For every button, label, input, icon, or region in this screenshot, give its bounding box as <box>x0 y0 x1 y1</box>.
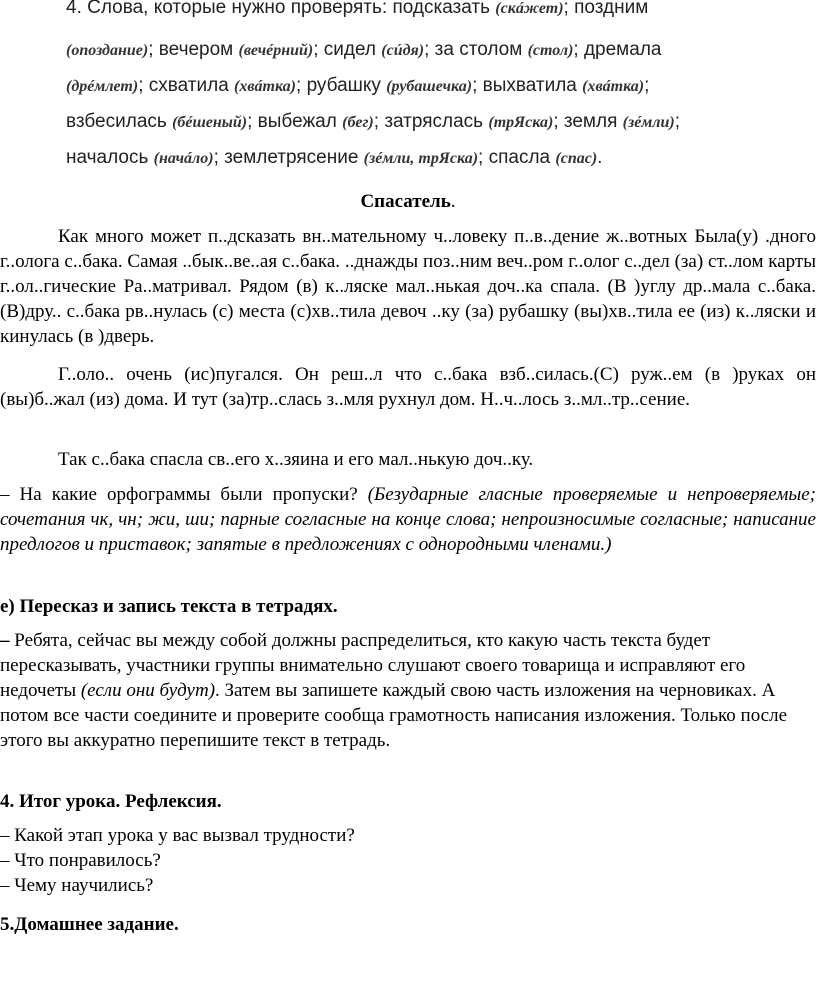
scan-hint: (зéмли, трЯска) <box>363 150 479 167</box>
section-heading-homework: 5.Домашнее задание. <box>0 914 179 935</box>
spelling-question <box>0 482 816 557</box>
story-title-dot: . <box>450 191 456 212</box>
scan-text: ; рубашку <box>296 75 381 96</box>
paragraph-text: Ребята, сейчас вы между собой должны распределиться, кто какую часть текста будет пересказывать, участники группы внимательно слушают своего товарища и исправляют его недочеты <box>0 630 746 701</box>
story-paragraph-1 <box>0 224 816 349</box>
scan-hint: (сúдя) <box>381 42 425 59</box>
scan-hint: (вечéрний) <box>238 42 314 59</box>
scan-hint: (хвáтка) <box>234 78 297 95</box>
question-text: – На какие орфограммы были пропуски? <box>0 484 358 505</box>
scan-line-5 <box>66 140 706 176</box>
scan-text: ; схватила <box>138 75 229 96</box>
scan-hint: (хвáтка) <box>582 78 645 95</box>
scan-text: ; <box>644 75 650 96</box>
scan-hint: (рубашечка) <box>386 78 473 95</box>
scan-hint: (спас) <box>555 150 598 167</box>
dash: – <box>0 630 10 651</box>
scan-line-2 <box>66 32 706 68</box>
scan-hint: (опоздание) <box>66 42 149 59</box>
scan-text: ; вечером <box>148 39 234 60</box>
scan-hint: (бéшеный) <box>172 114 248 131</box>
scan-hint: (бег) <box>342 114 374 131</box>
question-answer: (Безударные гласные проверяемые и непроверяемые; сочетания чк, чн; жи, ши; парные согласные на конце слова; непроизносимые согласные; написание предлогов и приставок; запятые в предложениях с однородными членами.) <box>0 484 816 555</box>
story-title <box>0 189 816 214</box>
scan-text: ; сидел <box>313 39 376 60</box>
scan-hint: (скáжет) <box>495 0 564 17</box>
scan-text: началось <box>66 147 149 168</box>
scan-text: ; поздним <box>563 0 649 18</box>
scan-line-1 <box>66 0 706 18</box>
paragraph-text: Так с..бака спасла св..его х..зяина и его мал..нькую доч..ку. <box>58 449 534 470</box>
scan-hint: (начáло) <box>153 150 214 167</box>
paragraph-italic: (если они будут) <box>80 680 216 701</box>
scan-hint: (трЯска) <box>488 114 554 131</box>
section-heading-reflection: 4. Итог урока. Рефлексия. <box>0 791 222 812</box>
story-paragraph-3 <box>0 447 816 472</box>
scan-hint: (стол) <box>527 42 574 59</box>
list-item: – Какой этап урока у вас вызвал трудности? <box>0 825 355 846</box>
scan-text: 4. Слова, которые нужно проверять: подсказать <box>66 0 491 18</box>
scan-text: ; <box>674 111 681 132</box>
retelling-instructions <box>0 628 790 753</box>
scan-text: . <box>597 147 603 168</box>
scanned-word-list <box>66 0 706 176</box>
scan-hint: (зéмли) <box>622 114 675 131</box>
scan-text: ; выбежал <box>247 111 337 132</box>
scan-line-4 <box>66 104 706 140</box>
scan-line-3 <box>66 68 706 104</box>
story-title-text: Спасатель <box>360 191 451 212</box>
scan-hint: (дрéмлет) <box>66 78 139 95</box>
scan-text: ; за столом <box>424 39 523 60</box>
scan-text: ; дремала <box>573 39 662 60</box>
scan-text: взбесилась <box>66 111 167 132</box>
scan-text: ; спасла <box>478 147 551 168</box>
scan-text: ; землетрясение <box>213 147 359 168</box>
reflection-questions <box>0 823 355 898</box>
list-item: – Чему научились? <box>0 875 154 896</box>
story-paragraph-2 <box>0 362 816 412</box>
paragraph-text: Г..оло.. очень (ис)пугался. Он реш..л что с..бака взб..силась.(С) руж..ем (в )руках он (вы)б..жал (из) дома. И тут (за)тр..слась з..мля рухнул дом. Н..ч..лось з..мл..тр..сение. <box>0 364 816 410</box>
list-item: – Что понравилось? <box>0 850 161 871</box>
scan-text: ; затряслась <box>373 111 484 132</box>
section-heading-retelling: е) Пересказ и запись текста в тетрадях. <box>0 596 338 617</box>
paragraph-text: Как много может п..дсказать вн..мательному ч..ловеку п..в..дение ж..вотных Была(у) .дного г..олога с..бака. Самая ..бык..ве..ая с..бака. ..днажды поз..ним веч..ром г..олог с..дел (за) ст..лом карты г..ол..гические Ра..матривал. Рядом (в) к..ляске мал..нькая доч..ка спала. (В )углу др..мала с..бака.(В)дру.. с..бака рв..нулась (с) места (с)хв..тила девоч ..ку (за) рубашку (вы)хв..тила ее (из) к..ляски и кинулась (в )дверь. <box>0 226 816 347</box>
paragraph-text: . Затем вы запишете каждый свою часть изложения на черновиках. А потом все части соедините и проверите сообща грамотность написания изложения. Только после этого вы аккуратно перепишите текст в тетрадь. <box>0 680 788 751</box>
scan-text: ; выхватила <box>472 75 577 96</box>
scan-text: ; земля <box>553 111 618 132</box>
